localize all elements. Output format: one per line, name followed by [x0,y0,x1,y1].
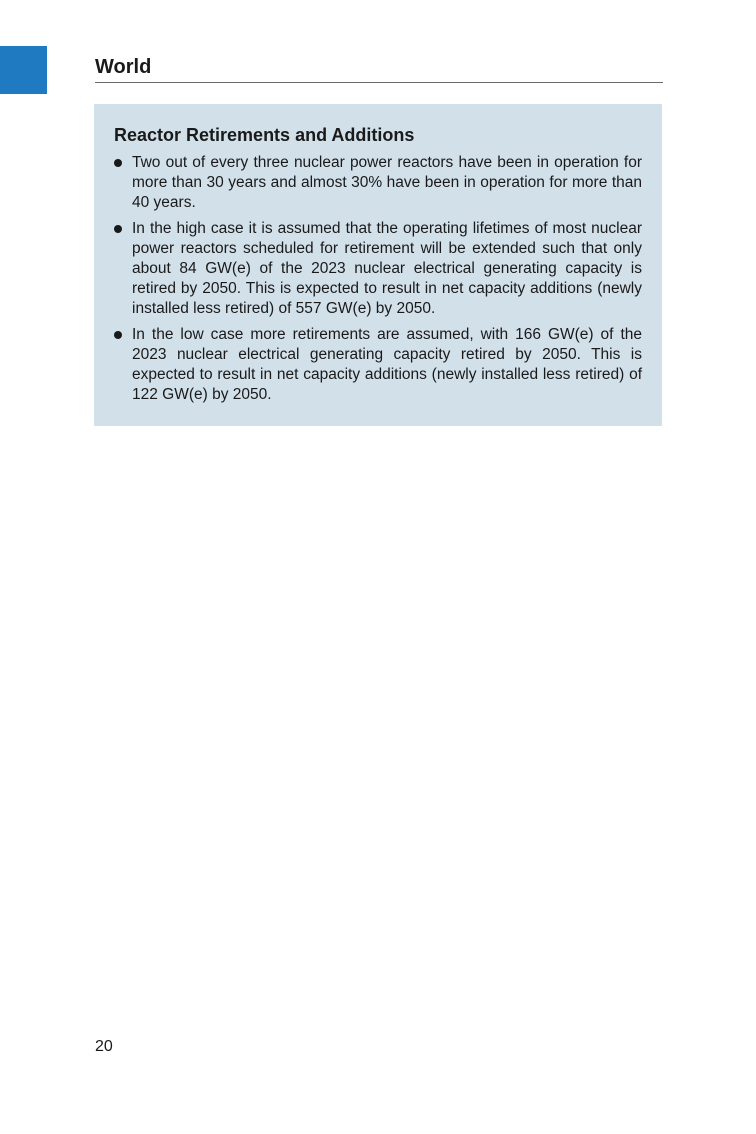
bullet-item-low-case [114,325,642,405]
reactor-retirements-box [94,104,662,426]
bullet-dot-icon [114,225,122,233]
bullet-dot-icon [114,159,122,167]
page-number: 20 [95,1038,113,1055]
box-title: Reactor Retirements and Additions [114,125,415,145]
section-color-tab [0,46,47,94]
bullet-text: In the high case it is assumed that the operating lifetimes of most nuclear power reactors scheduled for retirement will be extended such that only about 84 GW(e) of the 2023 nuclear electrical generating capacity is retired by 2050. This is expected to result in net capacity additions (newly installed less retired) of 557 GW(e) by 2050. [132,220,642,317]
section-title: World [95,56,152,78]
title-divider [95,82,663,83]
bullet-text: In the low case more retirements are assumed, with 166 GW(e) of the 2023 nuclear electrical generating capacity retired by 2050. This is expected to result in net capacity additions (newly installed less retired) of 122 GW(e) by 2050. [132,326,642,403]
bullet-dot-icon [114,331,122,339]
bullet-text: Two out of every three nuclear power reactors have been in operation for more than 30 years and almost 30% have been in operation for more than 40 years. [132,154,642,211]
bullet-item-operation-age [114,153,642,213]
bullet-list [114,153,642,405]
bullet-item-high-case [114,219,642,319]
